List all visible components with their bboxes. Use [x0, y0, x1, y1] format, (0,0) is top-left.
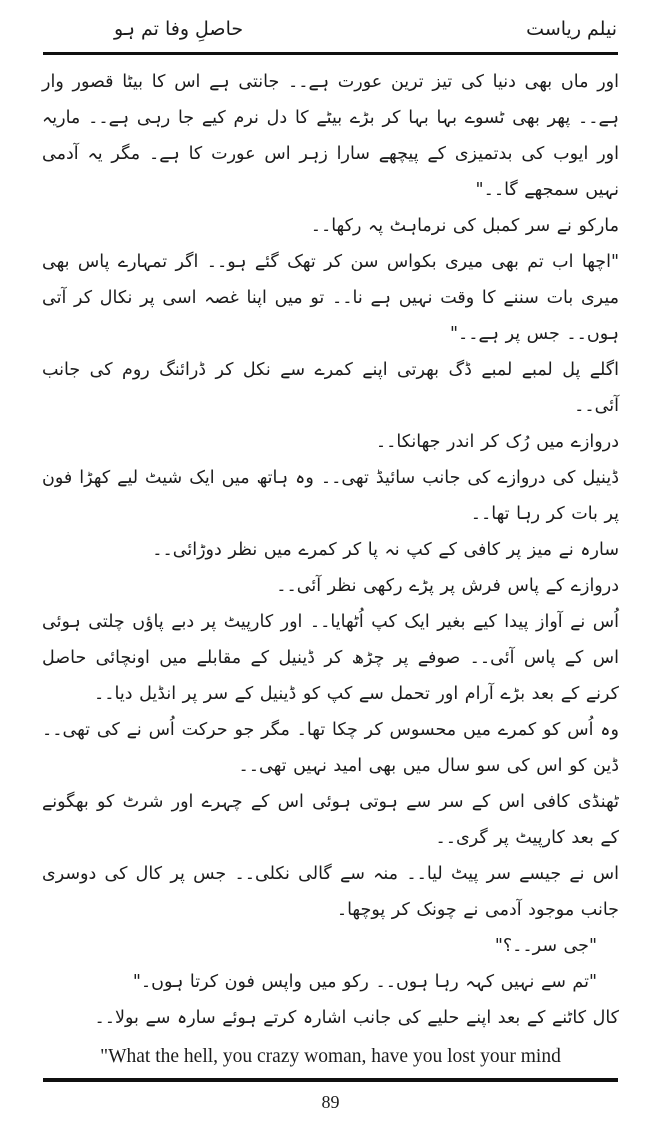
urdu-paragraph: دروازے میں رُک کر اندر جھانکا۔۔	[375, 432, 619, 452]
english-dialogue-line: "What the hell, you crazy woman, have you lost your mind	[100, 1046, 561, 1067]
urdu-paragraph: اس نے جیسے سر پیٹ لیا۔۔ منہ سے گالی نکلی۔۔ جس پر کال کی دوسری جانب موجود آدمی نے چونک کر پوچھا۔	[42, 864, 619, 920]
urdu-paragraph: اگلے پل لمبے لمبے ڈگ بھرتی اپنے کمرے سے نکل کر ڈرائنگ روم کی جانب آئی۔۔	[42, 360, 619, 416]
urdu-paragraph: ڈینیل کی دروازے کی جانب سائیڈ تھی۔۔ وہ ہاتھ میں ایک شیٹ لیے کھڑا فون پر بات کر رہا تھا۔۔	[42, 468, 619, 524]
urdu-paragraph: "اچھا اب تم بھی میری بکواس سن کر تھک گئے ہو۔۔ اگر تمہارے پاس بھی میری بات سننے کا وقت نہیں ہے نا۔۔ تو میں اپنا غصہ اسی پر نکال کر آتی ہوں۔۔ جس پر ہے۔۔"	[42, 252, 619, 344]
urdu-dialogue-line: "جی سر۔۔؟"	[494, 936, 597, 956]
book-title: حاصلِ وفا تم ہو	[114, 18, 244, 40]
urdu-paragraph: مارکو نے سر کمبل کی نرماہٹ پہ رکھا۔۔	[310, 216, 619, 236]
urdu-paragraph: اُس نے آواز پیدا کیے بغیر ایک کپ اُٹھایا۔۔ اور کارپیٹ پر دبے پاؤں چلتی ہوئی اس کے پاس آئی۔۔ صوفے پر چڑھ کر ڈینیل کے مقابلے میں اونچائی حاصل کرنے کے بعد بڑے آرام اور تحمل سے کپ کو ڈینیل کے سر پر انڈیل دیا۔۔	[42, 612, 619, 704]
body-text	[42, 55, 619, 1078]
page-number: 89	[321, 1092, 340, 1112]
urdu-paragraph: وہ اُس کو کمرے میں محسوس کر چکا تھا۔ مگر جو حرکت اُس نے کی تھی۔۔ ڈین کو اس کی سو سال میں بھی امید نہیں تھی۔۔	[42, 720, 619, 776]
urdu-paragraph: اور ماں بھی دنیا کی تیز ترین عورت ہے۔۔ جانتی ہے اس کا بیٹا قصور وار ہے۔۔ پھر بھی ٹسوے بہا بہا کر بڑے بیٹے کا دل نرم کیے جا رہی ہے۔۔ ماریہ اور ایوب کی بدتمیزی کے پیچھے سارا زہر اس عورت کا ہے۔ مگر یہ آدمی نہیں سمجھے گا۔۔"	[42, 72, 619, 200]
urdu-paragraph: سارہ نے میز پر کافی کے کپ نہ پا کر کمرے میں نظر دوڑائی۔۔	[152, 540, 619, 560]
urdu-paragraph: کال کاٹنے کے بعد اپنے حلیے کی جانب اشارہ کرتے ہوئے سارہ سے بولا۔۔	[94, 1008, 619, 1028]
urdu-dialogue-line: "تم سے نہیں کہہ رہا ہوں۔۔ رکو میں واپس فون کرتا ہوں۔"	[132, 972, 597, 992]
author-name: نیلم ریاست	[526, 18, 617, 40]
urdu-paragraph: ٹھنڈی کافی اس کے سر سے ہوتی ہوئی اس کے چہرے اور شرٹ کو بھگونے کے بعد کارپیٹ پر گری۔۔	[42, 792, 619, 848]
urdu-paragraph: دروازے کے پاس فرش پر پڑے رکھی نظر آئی۔۔	[276, 576, 619, 596]
page-header	[42, 12, 619, 52]
